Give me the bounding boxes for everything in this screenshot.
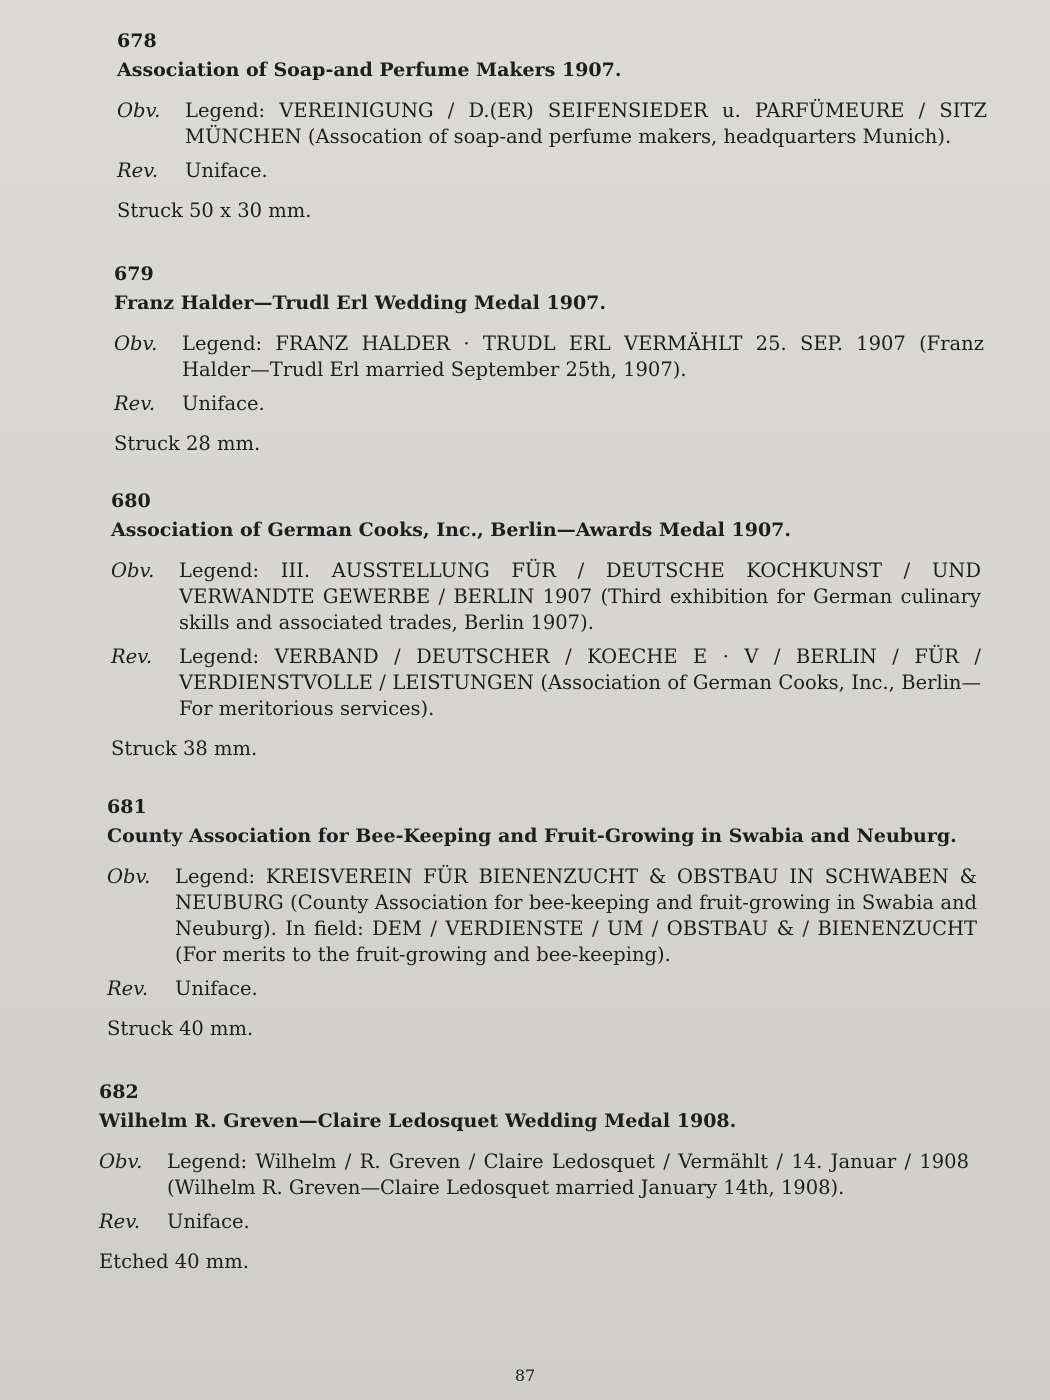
catalog-entry-678 [117,30,987,224]
size-note: Struck 38 mm. [111,737,258,760]
obverse-label: Obv. [99,1150,143,1173]
reverse-description [107,976,977,1002]
reverse-label: Rev. [117,159,159,182]
reverse-text: Uniface. [182,392,265,415]
obverse-description [111,558,981,636]
size-note: Struck 50 x 30 mm. [117,199,312,222]
catalog-entry-682 [99,1081,969,1275]
page-number: 87 [514,1366,536,1385]
entry-number: 678 [117,30,157,52]
entry-number: 679 [114,263,154,285]
obverse-description [117,98,987,150]
reverse-description [117,158,987,184]
obverse-text: Legend: KREISVEREIN FÜR BIENENZUCHT & OBSTBAU IN SCHWABEN & NEUBURG (County Association for bee-keeping and fruit-growing in Swabia and Neuburg). In field: DEM / VERDIENSTE / UM / OBSTBAU & / BIENENZUCHT (For merits to the fruit-growing and bee-keeping). [175,865,977,966]
reverse-label: Rev. [99,1210,141,1233]
reverse-description [111,644,981,722]
reverse-description [114,391,984,417]
catalog-entry-680 [111,490,981,762]
reverse-description [99,1209,969,1235]
entry-number: 682 [99,1081,139,1103]
obverse-text: Legend: VEREINIGUNG / D.(ER) SEIFENSIEDER u. PARFÜMEURE / SITZ MÜNCHEN (Assocation of soap-and perfume makers, headquarters Munich). [185,99,987,148]
reverse-text: Uniface. [167,1210,250,1233]
reverse-text: Uniface. [185,159,268,182]
obverse-label: Obv. [111,559,155,582]
obverse-text: Legend: III. AUSSTELLUNG FÜR / DEUTSCHE KOCHKUNST / UND VERWANDTE GEWERBE / BERLIN 1907 (Third exhibition for German culinary skills and associated trades, Berlin 1907). [179,559,981,634]
size-note: Etched 40 mm. [99,1250,249,1273]
entry-number: 680 [111,490,151,512]
obverse-label: Obv. [117,99,161,122]
obverse-description [114,331,984,383]
entry-title: County Association for Bee-Keeping and Fruit-Growing in Swabia and Neuburg. [107,825,957,847]
size-note: Struck 40 mm. [107,1017,254,1040]
reverse-label: Rev. [111,645,153,668]
reverse-text: Legend: VERBAND / DEUTSCHER / KOECHE E · V / BERLIN / FÜR / VERDIENSTVOLLE / LEISTUNGEN (Association of German Cooks, Inc., Berlin—For meritorious services). [179,645,981,720]
reverse-label: Rev. [107,977,149,1000]
reverse-label: Rev. [114,392,156,415]
entry-title: Association of Soap-and Perfume Makers 1907. [117,59,622,81]
entry-title: Wilhelm R. Greven—Claire Ledosquet Wedding Medal 1908. [99,1110,737,1132]
reverse-text: Uniface. [175,977,258,1000]
catalog-entry-681 [107,796,977,1042]
entry-number: 681 [107,796,147,818]
obverse-label: Obv. [114,332,158,355]
entry-title: Franz Halder—Trudl Erl Wedding Medal 1907. [114,292,607,314]
obverse-text: Legend: Wilhelm / R. Greven / Claire Ledosquet / Vermählt / 14. Januar / 1908 (Wilhelm R. Greven—Claire Ledosquet married January 14th, 1908). [167,1150,969,1199]
size-note: Struck 28 mm. [114,432,261,455]
obverse-label: Obv. [107,865,151,888]
catalog-entry-679 [114,263,984,457]
obverse-description [107,864,977,968]
obverse-text: Legend: FRANZ HALDER · TRUDL ERL VERMÄHLT 25. SEP. 1907 (Franz Halder—Trudl Erl married September 25th, 1907). [182,332,984,381]
entry-title: Association of German Cooks, Inc., Berlin—Awards Medal 1907. [111,519,792,541]
obverse-description [99,1149,969,1201]
